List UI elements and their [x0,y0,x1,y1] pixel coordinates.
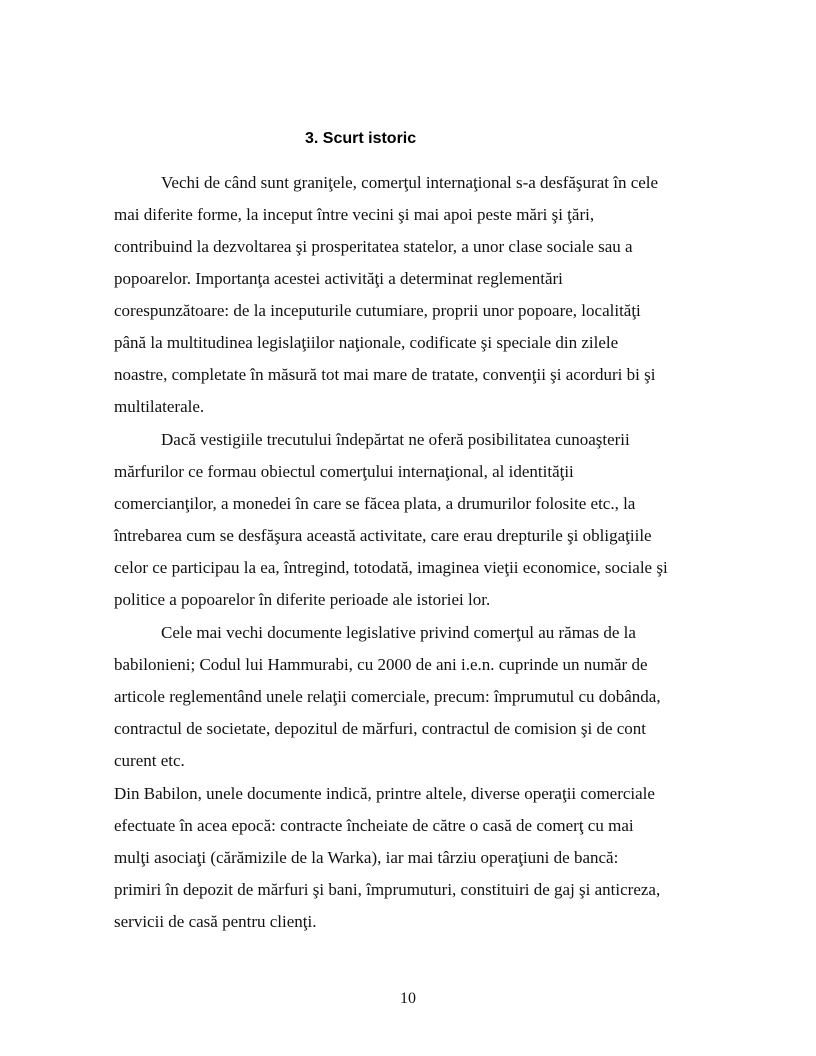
paragraph-3-line-1: Cele mai vechi documente legislative privind comerţul au rămas de la [161,623,636,642]
paragraph-4-line-3: mulţi asociaţi (cărămizile de la Warka), iar mai târziu operaţiuni de bancă: [114,848,619,867]
section-heading: 3. Scurt istoric [305,130,417,147]
paragraph-4-line-4: primiri în depozit de mărfuri şi bani, împrumuturi, constituiri de gaj şi anticreza, [114,880,661,899]
paragraph-4-line-2: efectuate în acea epocă: contracte încheiate de către o casă de comerţ cu mai [114,816,634,835]
paragraph-2-line-1: Dacă vestigiile trecutului îndepărtat ne oferă posibilitatea cunoaşterii [161,430,630,449]
paragraph-2-line-5: celor ce participau la ea, întregind, totodată, imaginea vieţii economice, sociale şi [114,558,668,577]
paragraph-3-line-3: articole reglementând unele relaţii comerciale, precum: împrumutul cu dobânda, [114,687,661,706]
paragraph-1-line-5: corespunzătoare: de la inceputurile cutumiare, proprii unor popoare, localităţi [114,301,641,320]
paragraph-3-line-2: babilonieni; Codul lui Hammurabi, cu 2000 de ani i.e.n. cuprinde un număr de [114,655,648,674]
paragraph-1-line-4: popoarelor. Importanţa acestei activităţi a determinat reglementări [114,269,563,288]
paragraph-4-line-5: servicii de casă pentru clienţi. [114,912,317,931]
paragraph-1-line-3: contribuind la dezvoltarea şi prosperitatea statelor, a unor clase sociale sau a [114,237,633,256]
paragraph-3-line-4: contractul de societate, depozitul de mărfuri, contractul de comision şi de cont [114,719,647,738]
paragraph-3-line-5: curent etc. [114,751,185,770]
paragraph-1-line-2: mai diferite forme, la inceput între vecini şi mai apoi peste mări şi ţări, [114,205,595,224]
paragraph-1-line-1: Vechi de când sunt graniţele, comerţul internaţional s-a desfăşurat în cele [161,173,659,192]
page-number: 10 [400,990,416,1007]
paragraph-4-line-1: Din Babilon, unele documente indică, printre altele, diverse operaţii comerciale [114,784,655,803]
paragraph-2-line-3: comercianţilor, a monedei în care se făcea plata, a drumurilor folosite etc., la [114,494,636,513]
paragraph-2-line-2: mărfurilor ce formau obiectul comerţului internaţional, al identităţii [114,462,574,481]
paragraph-1-line-6: până la multitudinea legislaţiilor naţionale, codificate şi speciale din zilele [114,333,619,352]
paragraph-1-line-8: multilaterale. [114,397,205,416]
paragraph-1-line-7: noastre, completate în măsură tot mai mare de tratate, convenţii şi acorduri bi şi [114,365,656,384]
paragraph-2-line-6: politice a popoarelor în diferite perioade ale istoriei lor. [114,590,491,609]
paragraph-2-line-4: întrebarea cum se desfăşura această activitate, care erau drepturile şi obligaţiile [114,526,652,545]
